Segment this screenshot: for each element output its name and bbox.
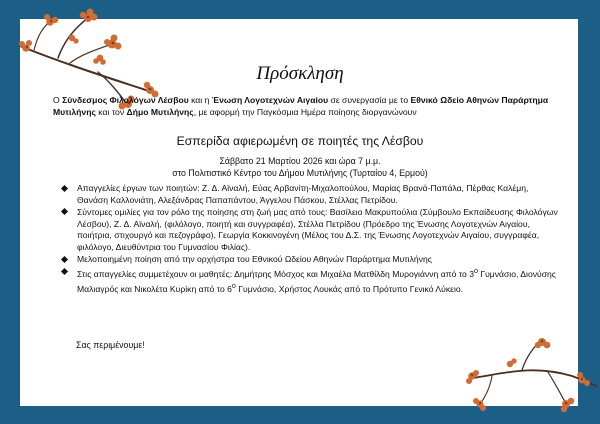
closing-line: Σας περιμένουμε! [76,340,145,350]
org-writers-union: Ένωση Λογοτεχνών Αιγαίου [211,95,329,105]
org-conservatory: Εθνικό Ωδείο Αθηνών Παράρτημα Μυτιλήνης [53,95,549,117]
program-item-music [60,254,560,266]
intro-text: , με αφορμή την Παγκόσμια Ημέρα ποίησης διοργανώνουν [193,106,417,117]
intro-text: σε συνεργασία με το [328,95,411,105]
program-item-text: Στις απαγγελίες συμμετέχουν οι μαθητές: Δημήτρης Μόσχος και Μιχαέλα Ματθίλδη Μυρογιάννη από το 3 [77,269,474,280]
program-item-text: Γυμνάσιο, Διονύσης Μαλιαγρός και Νικολέτα Κυρίκη από το 6 [77,269,556,294]
speaker-note: (Πρόεδρο της Ένωσης Λογοτεχνών Αιγαίου, ποιήτρια, στιχουργό και πεζογράφο) [77,218,530,241]
event-subtitle: Εσπερίδα αφιερωμένη σε ποιητές της Λέσβου [176,134,424,148]
program-item-text: Μελοποιημένη ποίηση από την ορχήστρα του Εθνικού Ωδείου Αθηνών Παράρτημα Μυτιλήνης [77,254,432,265]
program-item-text: , Στέλλα Πετρίδου [293,218,363,229]
ordinal-superscript: ο [231,281,236,290]
program-item-text: , Γεωργία Κοκκινογένη [213,230,302,241]
intro-text: και τον [95,106,127,117]
intro-text: και η [188,95,212,105]
intro-text: Ο [53,95,63,105]
intro-paragraph [53,95,551,119]
program-item-text: Απαγγελίες έργων των ποιητών: Ζ. Δ. Αϊναλή, Εύας Αρβανίτη-Μιχαλοπούλου, Μαρίας Βρανά-Παπάλα, Πέρθας Καλέμη, Θανάση Καλλονιάτη, Αλεξάνδρας Παπαπάντου, Άγγελου Πάσκου, Στέλλας Πετρίδου. [77,183,529,205]
org-philologists: Σύνδεσμος Φιλολόγων Λέσβου [62,95,189,105]
program-item-talks [60,207,560,254]
org-municipality: Δήμο Μυτιλήνης [126,106,194,117]
speaker-note: (φιλόλογο, ποιητή και συγγραφέα) [164,218,294,229]
ordinal-superscript: ο [473,267,478,276]
invitation-title: Πρόσκληση [256,63,344,84]
program-item-text: Γυμνάσιο, Χρήστος Λουκάς από το Πρότυπο Γενικό Λύκειο. [235,283,464,294]
program-list [60,183,560,296]
program-item-students [60,266,560,295]
program-item-readings [60,183,560,206]
speaker-note: (Μέλος του Δ.Σ. της Ένωσης Λογοτεχνών Αιγαίου, συγγραφέα, φιλόλογο, Διευθύντρια του Γυμνασίου Φιλίας). [77,230,540,253]
event-venue: στο Πολιτιστικό Κέντρο του Δήμου Μυτιλήνης (Τυρταίου 4, Ερμού) [172,168,428,178]
program-item-text: Σύντομες ομιλίες για τον ρόλο της ποίησης στη ζωή μας από τους: Βασίλειο Μακρυπούλια (Σύμβουλο Εκπαίδευσης Φιλολόγων Λέσβου), Ζ. Δ. Αϊναλή, [77,206,558,229]
event-date: Σάββατο 21 Μαρτίου 2026 και ώρα 7 μ.μ. [219,156,381,166]
